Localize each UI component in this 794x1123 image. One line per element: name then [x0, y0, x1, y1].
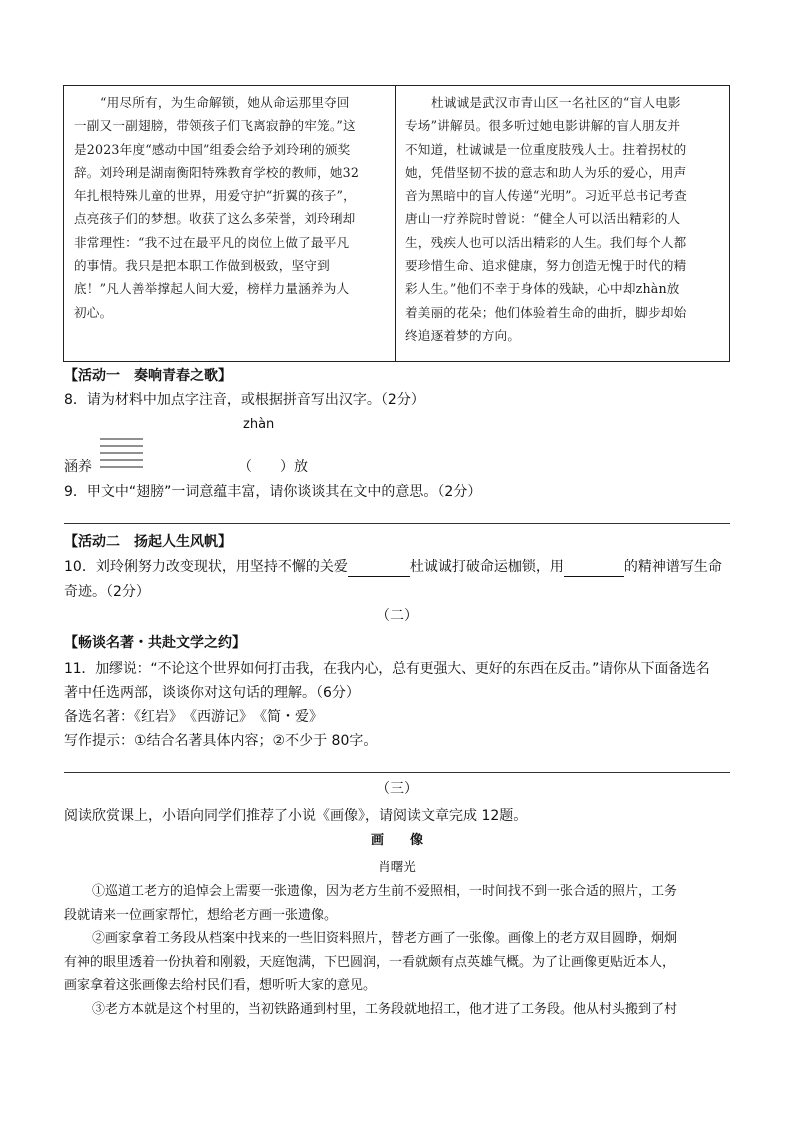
material-line: 底！”凡人善举撑起人间大爱，榜样力量涵养为人 — [74, 281, 350, 297]
fill-blank-1[interactable] — [348, 562, 410, 577]
material-line: 彩人生。”他们不幸于身体的残缺，心中却zhàn放 — [405, 281, 680, 297]
material-line: 唐山一疗养院时曾说：“健全人可以活出精彩的人 — [405, 211, 681, 227]
question-10-line2: 奇迹。（2分） — [64, 584, 150, 600]
writing-hint: 写作提示：①结合名著具体内容；②不少于 80字。 — [64, 733, 378, 749]
pinyin-grid-lines — [99, 436, 145, 472]
story-line: 画家拿着这张画像去给村民们看，想听听大家的意见。 — [64, 978, 377, 993]
material-right-cell — [405, 91, 723, 347]
material-line: 生，残疾人也可以活出精彩的人生。我们每个人都 — [405, 234, 687, 250]
section2-header: 【畅谈名著・共赴文学之约】 — [64, 635, 246, 651]
pinyin-hint: zhàn — [243, 417, 275, 432]
reading-intro: 阅读欣赏课上，小语向同学们推荐了小说《画像》，请阅读文章完成 12题。 — [64, 808, 528, 824]
material-line: 是2023年度“感动中国”组委会给予刘玲琍的颁奖 — [74, 141, 351, 157]
activity2-header: 【活动二 扬起人生风帆】 — [64, 534, 232, 550]
q10-text: 10．刘玲俐努力改变现状，用坚持不懈的关爱 — [64, 559, 348, 575]
material-line: 一副又一副翅膀，带领孩子们飞离寂静的牢笼。”这 — [74, 118, 356, 134]
material-line: 点亮孩子们的梦想。收获了这么多荣誉，刘玲琍却 — [74, 211, 356, 227]
table-divider — [395, 86, 396, 361]
material-left-cell — [74, 91, 389, 324]
story-line: 段就请来一位画家帮忙，想给老方画一张遗像。 — [64, 907, 338, 923]
story-line: ①巡道工老方的追悼会上需要一张遗像，因为老方生前不爱照相，一时间找不到一张合适的照片，工务 — [92, 884, 678, 899]
word-hanyang: 涵养 — [64, 459, 92, 475]
question-10 — [64, 557, 722, 577]
story-line: 有神的眼里透着一份执着和刚毅，天庭饱满，下巴圆润，一看就颇有点英雄气概。为了让画像更贴近本人， — [64, 954, 676, 970]
question-11: 11．加缪说：“不论这个世界如何打击我，在我内心，总有更强大、更好的东西在反击。”请你从下面备选名 — [64, 661, 710, 677]
material-line: 音为黑暗中的盲人传递“光明”。习近平总书记考查 — [405, 188, 687, 204]
answer-rule — [64, 523, 730, 524]
material-line: 非常理性：“我不过在最平凡的岗位上做了最平凡 — [74, 234, 350, 250]
material-line: 她，凭借坚韧不拔的意志和助人为乐的爱心，用声 — [405, 164, 687, 180]
answer-paren: （ ）放 — [238, 459, 308, 475]
story-line: ②画家拿着工务段从档案中找来的一些旧资料照片，替老方画了一张像。画像上的老方双目圆睁，炯炯 — [92, 931, 678, 946]
q10-text: 杜诚诚打破命运枷锁，用 — [409, 559, 564, 575]
material-line: 初心。 — [74, 304, 113, 320]
material-line: 的事情。我只是把本职工作做到极致，坚守到 — [74, 258, 330, 274]
fill-blank-2[interactable] — [564, 562, 624, 577]
story-line: ③老方本就是这个村里的，当初铁路通到村里，工务段就地招工，他才进了工务段。他从村头搬到了村 — [92, 1001, 678, 1017]
material-line: 着美丽的花朵；他们体验着生命的曲折，脚步却始 — [405, 304, 687, 320]
story-title: 画 像 — [370, 833, 423, 848]
material-line: 年扎根特殊儿童的世界，用爱守护“折翼的孩子”， — [74, 188, 356, 204]
question-9: 9．甲文中“翅膀”一词意蕴丰富，请你谈谈其在文中的意思。（2分） — [64, 484, 482, 500]
answer-rule — [64, 772, 730, 773]
section-title-3: （三） — [376, 781, 418, 797]
material-line: 杜诚诚是武汉市青山区一名社区的“盲人电影 — [431, 95, 681, 110]
q10-text: 的精神谱写生命 — [623, 559, 722, 575]
story-body — [64, 880, 678, 1021]
material-line: 专场”讲解员。很多听过她电影讲解的盲人朋友并 — [405, 118, 681, 134]
material-line: 要珍惜生命、追求健康，努力创造无愧于时代的精 — [405, 258, 687, 274]
material-line: 辞。刘玲琍是湖南衡阳特殊教育学校的教师，她32 — [74, 164, 360, 180]
section-title-2: （二） — [376, 608, 418, 624]
material-line: “用尽所有，为生命解锁，她从命运那里夺回 — [100, 95, 350, 110]
question-8: 8．请为材料中加点字注音，或根据拼音写出汉字。（2分） — [64, 392, 425, 408]
material-line: 不知道，杜诚诚是一位重度肢残人士。拄着拐杖的 — [405, 141, 687, 157]
material-line: 终追逐着梦的方向。 — [405, 327, 521, 343]
activity1-header: 【活动一 奏响青春之歌】 — [64, 368, 232, 384]
book-options: 备选名著：《红岩》 《西游记》 《简・爱》 — [64, 709, 323, 725]
material-table — [63, 85, 730, 362]
question-11-line2: 著中任选两部，谈谈你对这句话的理解。（6分） — [64, 685, 360, 701]
story-author: 肖曙光 — [378, 859, 416, 874]
